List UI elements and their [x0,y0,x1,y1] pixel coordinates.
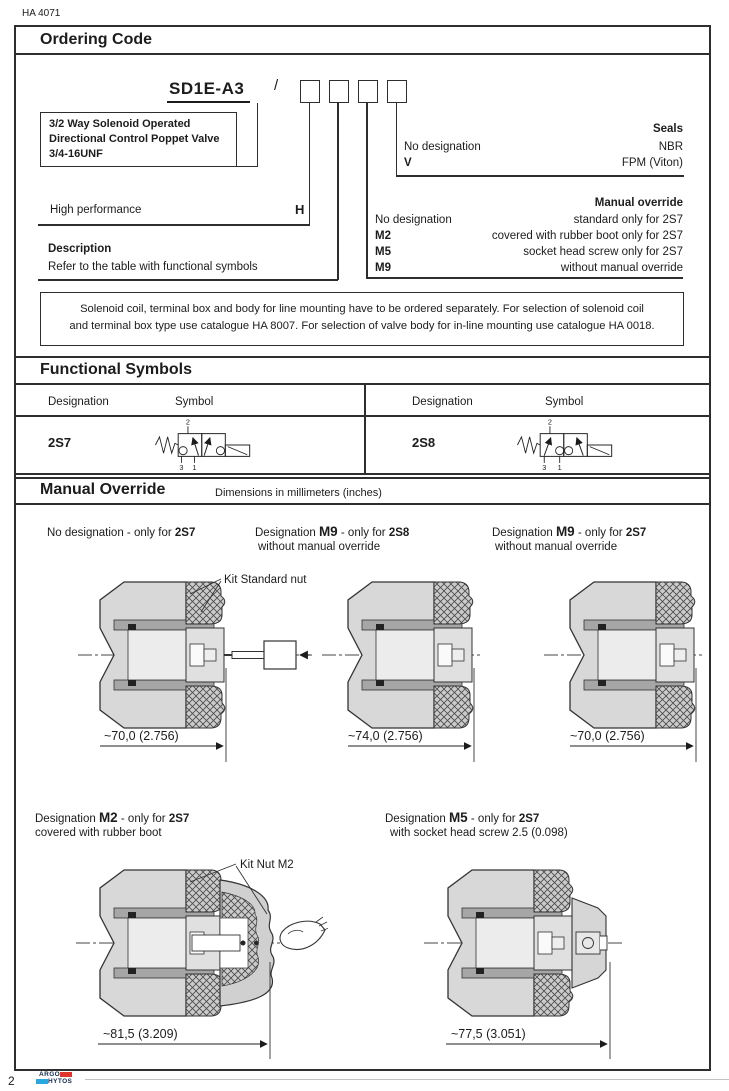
variant-heading-m2-2s7: Designation M2 - only for 2S7 [35,810,190,825]
mo-value: without manual override [560,262,683,274]
doc-code: HA 4071 [22,8,61,19]
dimension-label: ~70,0 (2.756) [104,729,179,743]
port-label: 1 [557,463,562,471]
order-code-box-2 [329,80,349,103]
product-line: 3/2 Way Solenoid Operated [49,118,191,130]
connector-line [38,279,338,281]
variant-subtitle: without manual override [495,541,618,553]
mo-code: M2 [375,230,391,242]
section-divider [14,383,711,385]
note-line: and terminal box type use catalogue HA 8007. For selection of valve body for in-line mounting use catalogue HA 0018. [69,320,655,332]
manual-override-title: Manual override [594,197,683,209]
variant-subtitle: with socket head screw 2.5 (0.098) [390,827,568,839]
order-code-box-4 [387,80,407,103]
connector-line [237,166,258,168]
mo-code: M9 [375,262,391,274]
column-header-designation: Designation [48,396,109,408]
mo-value: standard only for 2S7 [573,214,683,226]
variant-heading-no-designation: No designation - only for 2S7 [47,527,196,539]
connector-line [257,103,259,167]
cross-section-drawing-standard [70,570,320,770]
port-label: 2 [185,419,190,427]
connector-line [337,103,339,280]
logo-red-block [60,1072,72,1077]
connector-line [309,103,311,225]
table-divider [14,415,711,417]
port-label: 3 [179,463,184,471]
section-divider [14,356,711,358]
mo-code: M5 [375,246,391,258]
description-text: Refer to the table with functional symbols [48,261,258,273]
mo-value: covered with rubber boot only for 2S7 [491,230,683,242]
argo-hytos-logo [36,1071,72,1085]
variant-subtitle: without manual override [258,541,381,553]
table-divider [364,385,366,473]
logo-text-hytos: HYTOS [48,1078,73,1085]
connector-line [396,175,684,177]
ordering-note-box [40,292,684,346]
cross-section-drawing-m5 [418,852,638,1067]
seals-code: V [404,157,412,169]
units-note: Dimensions in millimeters (inches) [215,487,382,499]
valve-schematic-2s8 [502,419,632,471]
section-divider [14,503,711,505]
page-number: 2 [8,1074,15,1088]
order-code-box-1 [300,80,320,103]
callout-kit-standard-nut: Kit Standard nut [224,574,307,586]
connector-line [366,277,683,279]
product-description-box [40,112,237,167]
product-line: Directional Control Poppet Valve [49,133,220,145]
variant-subtitle: covered with rubber boot [35,827,162,839]
symbol-designation-2s8: 2S8 [412,435,436,450]
connector-line [38,224,310,226]
mo-code: No designation [375,214,452,226]
connector-line [366,103,368,278]
port-label: 2 [547,419,552,427]
logo-text-argo: ARGO [39,1071,61,1078]
column-header-designation: Designation [412,396,473,408]
section-divider [14,473,711,475]
high-performance-code: H [295,202,305,217]
seals-value: NBR [658,141,683,153]
seals-value: FPM (Viton) [621,157,683,169]
description-title: Description [48,243,112,255]
section-title-ordering-code: Ordering Code [40,31,153,48]
dimension-label: ~81,5 (3.209) [103,1027,178,1041]
symbol-designation-2s7: 2S7 [48,435,72,450]
port-label: 3 [542,463,547,471]
seals-title: Seals [652,123,683,135]
note-line: Solenoid coil, terminal box and body for line mounting have to be ordered separately. For selection of solenoid coil [80,303,644,315]
port-label: 1 [192,463,197,471]
dimension-label: ~77,5 (3.051) [451,1027,526,1041]
callout-kit-nut-m2: Kit Nut M2 [240,859,294,871]
connector-line [396,103,398,176]
dimension-label: ~70,0 (2.756) [570,729,645,743]
footer-rule [85,1079,729,1080]
section-divider [14,53,711,55]
cross-section-drawing-m9-2s7 [540,570,710,770]
product-line: 3/4-16UNF [49,148,103,160]
valve-schematic-2s7 [140,419,270,471]
cross-section-drawing-m9-2s8 [318,570,488,770]
variant-heading-m9-2s8: Designation M9 - only for 2S8 [255,524,410,539]
high-performance-label: High performance [50,204,142,216]
cross-section-drawing-m2 [70,852,328,1067]
section-divider [14,477,711,479]
variant-heading-m5-2s7: Designation M5 - only for 2S7 [385,810,540,825]
mo-value: socket head screw only for 2S7 [523,246,683,258]
column-header-symbol: Symbol [175,396,214,408]
logo-blue-block [36,1079,48,1084]
variant-heading-m9-2s7: Designation M9 - only for 2S7 [492,524,647,539]
slash-separator: / [274,77,279,94]
section-title-manual-override: Manual Override [40,481,166,498]
section-title-functional-symbols: Functional Symbols [40,361,193,378]
seals-code: No designation [404,141,481,153]
dimension-label: ~74,0 (2.756) [348,729,423,743]
column-header-symbol: Symbol [545,396,584,408]
model-code: SD1E-A3 [167,79,250,103]
order-code-box-3 [358,80,378,103]
